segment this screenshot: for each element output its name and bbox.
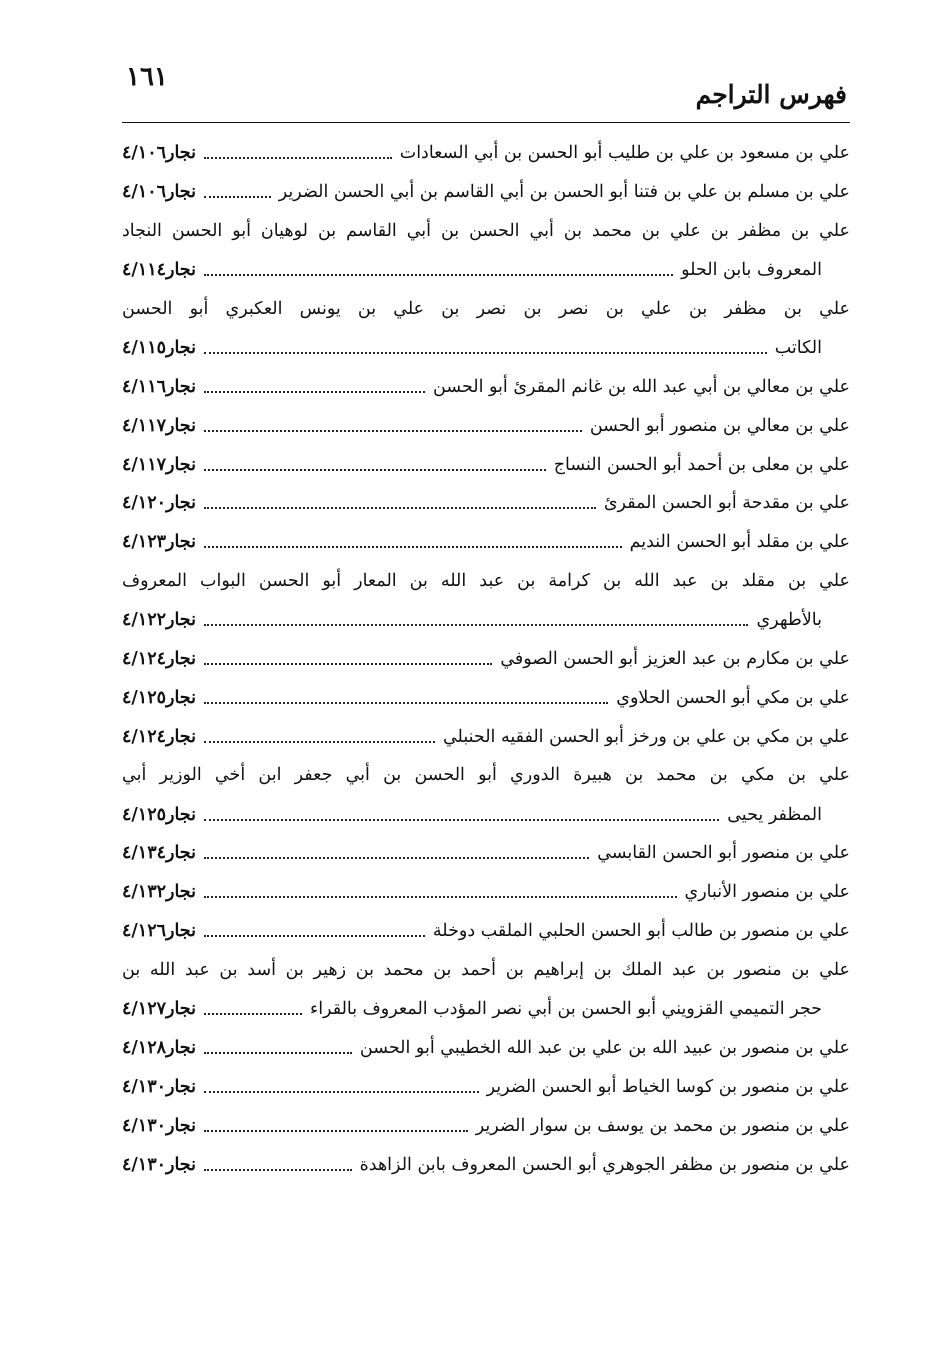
page-number: ١٦١	[126, 62, 168, 92]
entry-name: المعروف بابن الحلو	[681, 260, 822, 281]
dot-leader	[204, 857, 589, 859]
header-divider	[122, 122, 850, 123]
entry-name: علي بن معالي بن منصور أبو الحسن	[589, 415, 850, 436]
index-entry	[122, 640, 850, 679]
entry-name: علي بن منصور بن عبيد الله بن علي بن عبد الله الخطيبي أبو الحسن	[359, 1037, 850, 1058]
entry-reference: نجار٤/١٢٠	[122, 493, 196, 514]
entry-reference: نجار٤/١١٥	[122, 337, 196, 358]
index-entry-continuation	[122, 251, 850, 290]
dot-leader	[204, 663, 492, 665]
index-entry-line: علي بن مكي بن محمد بن هبيرة الدوري أبو الحسن بن أبي جعفر ابن أخي الوزير أبي	[122, 765, 850, 786]
entry-name: علي بن مكي أبو الحسن الحلاوي	[616, 687, 850, 708]
dot-leader	[204, 430, 582, 432]
entry-reference: نجار٤/١٣٠	[122, 1115, 196, 1136]
index-entry	[122, 717, 850, 756]
entry-name: المظفر يحيى	[727, 804, 822, 825]
entry-name: علي بن مقلد أبو الحسن النديم	[629, 532, 850, 553]
entry-reference: نجار٤/١٢٧	[122, 999, 196, 1020]
index-entry	[122, 1145, 850, 1184]
entry-name: الكاتب	[774, 337, 822, 358]
dot-leader	[204, 624, 749, 626]
entry-reference: نجار٤/١٢٥	[122, 804, 196, 825]
entry-name: علي بن مكي بن علي بن ورخز أبو الحسن الفقيه الحنبلي	[442, 726, 850, 747]
entry-reference: نجار٤/١٠٦	[122, 143, 196, 164]
entry-reference: نجار٤/١١٧	[122, 415, 196, 436]
index-entry-line: علي بن منصور بن عبد الملك بن إبراهيم بن أحمد بن محمد بن زهير بن أسد بن عبد الله بن	[122, 959, 850, 980]
index-entry-continuation	[122, 795, 850, 834]
entry-name: علي بن منصور بن كوسا الخياط أبو الحسن الضرير	[486, 1076, 850, 1097]
index-entry-line: علي بن مقلد بن عبد الله بن كرامة بن عبد الله بن المعار أبو الحسن البواب المعروف	[122, 570, 850, 591]
dot-leader	[204, 274, 673, 276]
dot-leader	[204, 157, 392, 159]
entry-name: علي بن منصور أبو الحسن القابسي	[597, 843, 850, 864]
entry-name: حجر التميمي القزويني أبو الحسن بن أبي نصر المؤدب المعروف بالقراء	[309, 999, 822, 1020]
entry-reference: نجار٤/١٠٦	[122, 182, 196, 203]
entry-name: علي بن مسعود بن علي بن طليب أبو الحسن بن أبي السعادات	[399, 143, 850, 164]
entry-reference: نجار٤/١١٧	[122, 454, 196, 475]
dot-leader	[204, 546, 622, 548]
index-entry-continuation	[122, 601, 850, 640]
dot-leader	[204, 196, 271, 198]
entry-reference: نجار٤/١٢٥	[122, 687, 196, 708]
entry-name: علي بن مقدحة أبو الحسن المقرئ	[603, 493, 850, 514]
index-entry	[122, 134, 850, 173]
dot-leader	[204, 819, 719, 821]
dot-leader	[204, 741, 435, 743]
index-entry	[122, 484, 850, 523]
entry-name: علي بن معلى بن أحمد أبو الحسن النساج	[553, 454, 850, 475]
index-entry	[122, 678, 850, 717]
dot-leader	[204, 352, 767, 354]
entry-name: علي بن مسلم بن علي بن فتنا أبو الحسن بن أبي القاسم بن أبي الحسن الضرير	[278, 182, 850, 203]
dot-leader	[204, 702, 608, 704]
entry-name: علي بن مكارم بن عبد العزيز أبو الحسن الصوفي	[500, 649, 850, 670]
index-entry	[122, 1067, 850, 1106]
dot-leader	[204, 1169, 352, 1171]
dot-leader	[204, 1013, 302, 1015]
dot-leader	[204, 507, 596, 509]
index-entry	[122, 406, 850, 445]
dot-leader	[204, 469, 546, 471]
dot-leader	[204, 1052, 352, 1054]
index-entry	[122, 834, 850, 873]
entry-name: علي بن منصور بن محمد بن يوسف بن سوار الضرير	[475, 1115, 850, 1136]
dot-leader	[204, 391, 425, 393]
index-entry	[122, 873, 850, 912]
index-entry	[122, 173, 850, 212]
entry-name: بالأطهري	[756, 610, 822, 631]
entry-name: علي بن معالي بن أبي عبد الله بن غانم المقرئ أبو الحسن	[433, 376, 850, 397]
index-entry-continuation	[122, 328, 850, 367]
dot-leader	[204, 935, 425, 937]
index-entry	[122, 523, 850, 562]
page-title: فهرس التراجم	[695, 80, 847, 109]
dot-leader	[204, 896, 677, 898]
entry-reference: نجار٤/١٣٢	[122, 882, 196, 903]
entry-reference: نجار٤/١٢٦	[122, 921, 196, 942]
entry-reference: نجار٤/١٣٤	[122, 843, 196, 864]
entry-name: علي بن منصور بن طالب أبو الحسن الحلبي الملقب دوخلة	[432, 921, 850, 942]
entry-reference: نجار٤/١٢٤	[122, 649, 196, 670]
entry-reference: نجار٤/١٣٠	[122, 1076, 196, 1097]
index-entry-continuation	[122, 990, 850, 1029]
entry-reference: نجار٤/١٢٢	[122, 610, 196, 631]
biography-index-list	[122, 134, 850, 1184]
index-entry	[122, 912, 850, 951]
entry-name: علي بن منصور بن مظفر الجوهري أبو الحسن المعروف بابن الزاهدة	[359, 1154, 850, 1175]
entry-reference: نجار٤/١٢٨	[122, 1037, 196, 1058]
entry-reference: نجار٤/١٢٣	[122, 532, 196, 553]
entry-reference: نجار٤/١١٦	[122, 376, 196, 397]
index-entry	[122, 1028, 850, 1067]
index-entry-line: علي بن مظفر بن علي بن محمد بن أبي الحسن بن أبي القاسم بن لوهيان أبو الحسن النجاد	[122, 220, 850, 241]
entry-reference: نجار٤/١٣٠	[122, 1154, 196, 1175]
entry-name: علي بن منصور الأنباري	[684, 882, 850, 903]
index-entry	[122, 445, 850, 484]
entry-reference: نجار٤/١٢٤	[122, 726, 196, 747]
dot-leader	[204, 1091, 479, 1093]
dot-leader	[204, 1130, 468, 1132]
index-entry	[122, 367, 850, 406]
index-entry	[122, 1106, 850, 1145]
index-entry-line: علي بن مظفر بن علي بن نصر بن نصر بن علي بن يونس العكبري أبو الحسن	[122, 298, 850, 319]
entry-reference: نجار٤/١١٤	[122, 260, 196, 281]
